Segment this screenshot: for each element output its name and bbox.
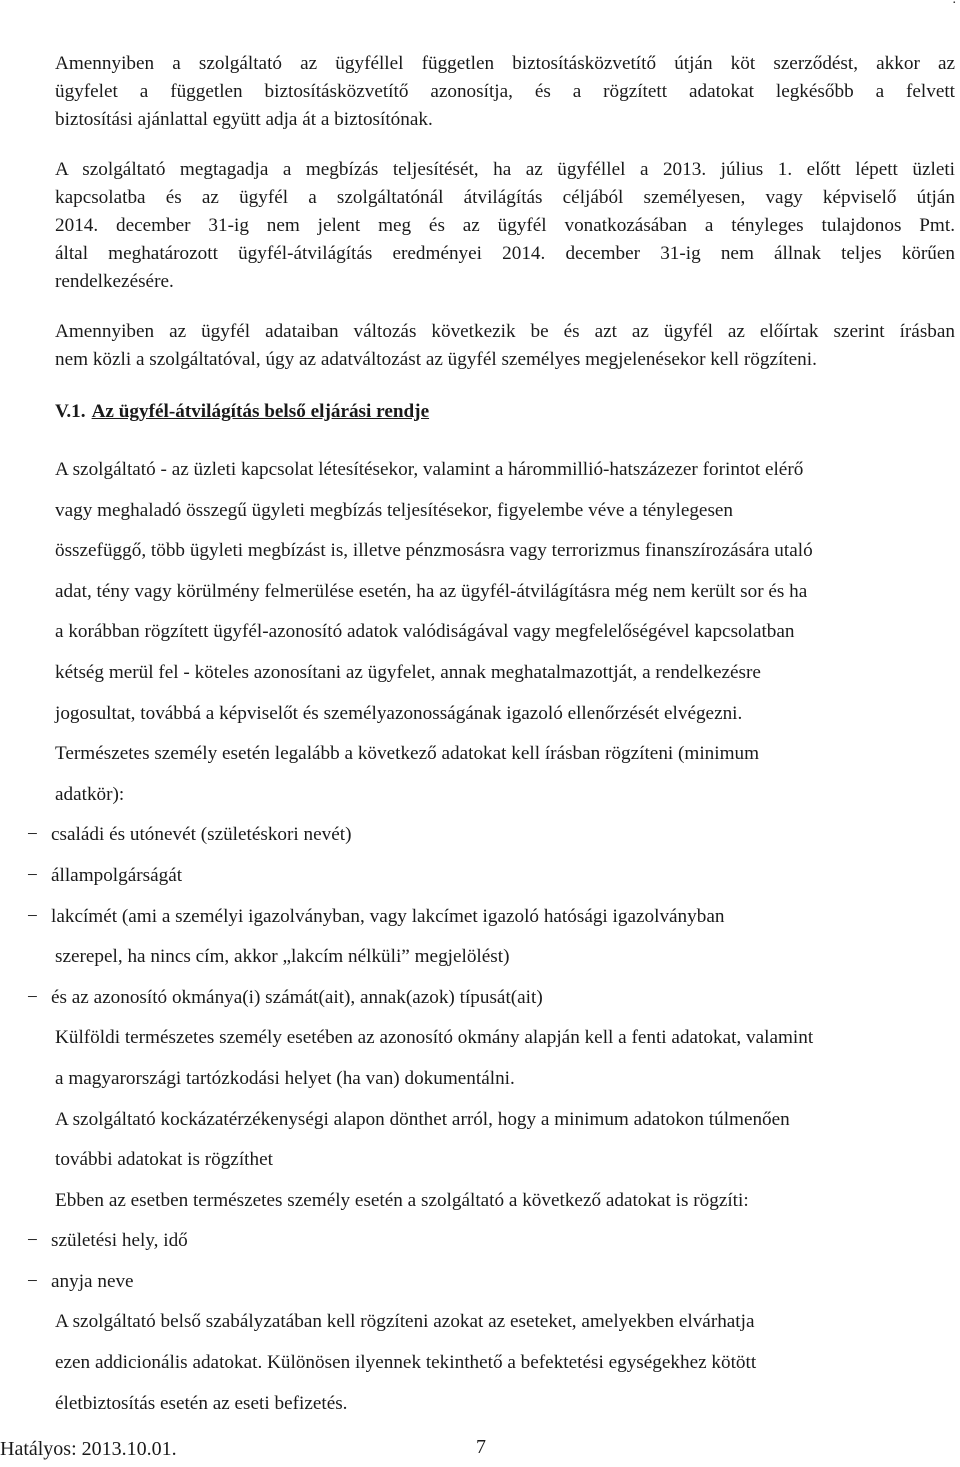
list-item: − anyja neve <box>27 1262 955 1303</box>
text-line: A szolgáltató megtagadja a megbízás teljesítését, ha az ügyféllel a 2013. július 1. előtt lépett üzleti <box>55 159 955 180</box>
procedure-text <box>27 450 955 1424</box>
paragraph-refusal <box>55 156 955 296</box>
text-line: A szolgáltató kockázatérzékenységi alapon dönthet arról, hogy a minimum adatokon túlmenően <box>55 1108 790 1130</box>
list-item: − állampolgárságát <box>27 856 955 897</box>
text-line: életbiztosítás esetén az eseti befizetés. <box>55 1392 348 1414</box>
text-line: a magyarországi tartózkodási helyet (ha van) dokumentálni. <box>55 1067 515 1089</box>
text-line: ezen addicionális adatokat. Különösen ilyennek tekinthető a befektetési egységekhez kötött <box>55 1352 757 1374</box>
dash-bullet: − <box>27 1270 38 1292</box>
text-line: összefüggő, több ügyleti megbízást is, illetve pénzmosásra vagy terrorizmus finanszírozására utaló <box>55 540 813 562</box>
text-line: adat, tény vagy körülmény felmerülése esetén, ha az ügyfél-átvilágításra még nem került sor és ha <box>55 580 808 602</box>
corner-mark <box>953 0 957 8</box>
list-item-continuation: szerepel, ha nincs cím, akkor „lakcím nélküli” megjelölést) <box>55 946 510 968</box>
dash-bullet: − <box>27 824 38 846</box>
dash-bullet: − <box>27 864 38 886</box>
section-heading <box>55 398 955 426</box>
text-line: által meghatározott ügyfél-átvilágítás eredményei 2014. december 31-ig nem állnak teljes körűen <box>55 243 955 264</box>
text-line: Ebben az esetben természetes személy esetén a szolgáltató a következő adatokat is rögzíti: <box>55 1189 749 1211</box>
text-line: további adatokat is rögzíthet <box>55 1149 273 1171</box>
effective-date: Hatályos: 2013.10.01. <box>0 1438 177 1460</box>
dash-bullet: − <box>27 1230 38 1252</box>
list-item: − családi és utónevét (születéskori nevét) <box>27 815 955 856</box>
text-line: adatkör): <box>55 783 125 805</box>
text-line: A szolgáltató belső szabályzatában kell rögzíteni azokat az eseteket, amelyekben elvárhatja <box>55 1311 755 1333</box>
text-line: Természetes személy esetén legalább a következő adatokat kell írásban rögzíteni (minimum <box>55 743 760 765</box>
text-line: Amennyiben az ügyfél adataiban változás következik be és azt az ügyfél az előírtak szerint írásban <box>55 321 955 342</box>
text-line: nem közli a szolgáltatóval, úgy az adatváltozást az ügyfél személyes megjelenésekor kell rögzíteni. <box>55 349 817 370</box>
text-line: ügyfelet a független biztosításközvetítő azonosítja, és a rögzített adatokat legkésőbb a felvett <box>55 81 955 102</box>
page-number: 7 <box>476 1436 486 1458</box>
paragraph-intermediary <box>55 50 955 134</box>
text-line: biztosítási ajánlattal együtt adja át a biztosítónak. <box>55 109 433 130</box>
paragraph-data-change <box>55 318 955 374</box>
text-line: Külföldi természetes személy esetében az azonosító okmány alapján kell a fenti adatokat, valamint <box>55 1027 814 1049</box>
text-line: Amennyiben a szolgáltató az ügyféllel független biztosításközvetítő útján köt szerződést, akkor az <box>55 53 955 74</box>
text-line: rendelkezésére. <box>55 271 174 292</box>
text-line: kétség merül fel - köteles azonosítani az ügyfelet, annak meghatalmazottját, a rendelkezésre <box>55 661 761 683</box>
text-line: A szolgáltató - az üzleti kapcsolat létesítésekor, valamint a hárommillió-hatszázezer forintot elérő <box>55 459 804 480</box>
section-number: V.1. <box>55 401 86 422</box>
text-line: vagy meghaladó összegű ügyleti megbízás teljesítésekor, figyelembe véve a ténylegesen <box>55 499 734 521</box>
dash-bullet: − <box>27 905 38 927</box>
text-line: jogosultat, továbbá a képviselőt és személyazonosságának igazoló ellenőrzését elvégezni. <box>55 702 743 724</box>
text-line: a korábban rögzített ügyfél-azonosító adatok valódiságával vagy megfelelőségével kapcsolatban <box>55 621 795 643</box>
document-body <box>27 50 955 1424</box>
text-line: kapcsolatba és az ügyfél a szolgáltatónál átvilágítás céljából személyesen, vagy képviselő útján <box>55 187 955 208</box>
list-item: − születési hely, idő <box>27 1221 955 1262</box>
dash-bullet: − <box>27 986 38 1008</box>
list-item: − lakcímét (ami a személyi igazolványban, vagy lakcímet igazoló hatósági igazolványban <box>27 897 955 938</box>
list-item: − és az azonosító okmánya(i) számát(ait), annak(azok) típusát(ait) <box>27 978 955 1019</box>
text-line: 2014. december 31-ig nem jelent meg és az ügyfél vonatkozásában a tényleges tulajdonos Pmt. <box>55 215 955 236</box>
section-title: Az ügyfél-átvilágítás belső eljárási rendje <box>91 401 430 422</box>
